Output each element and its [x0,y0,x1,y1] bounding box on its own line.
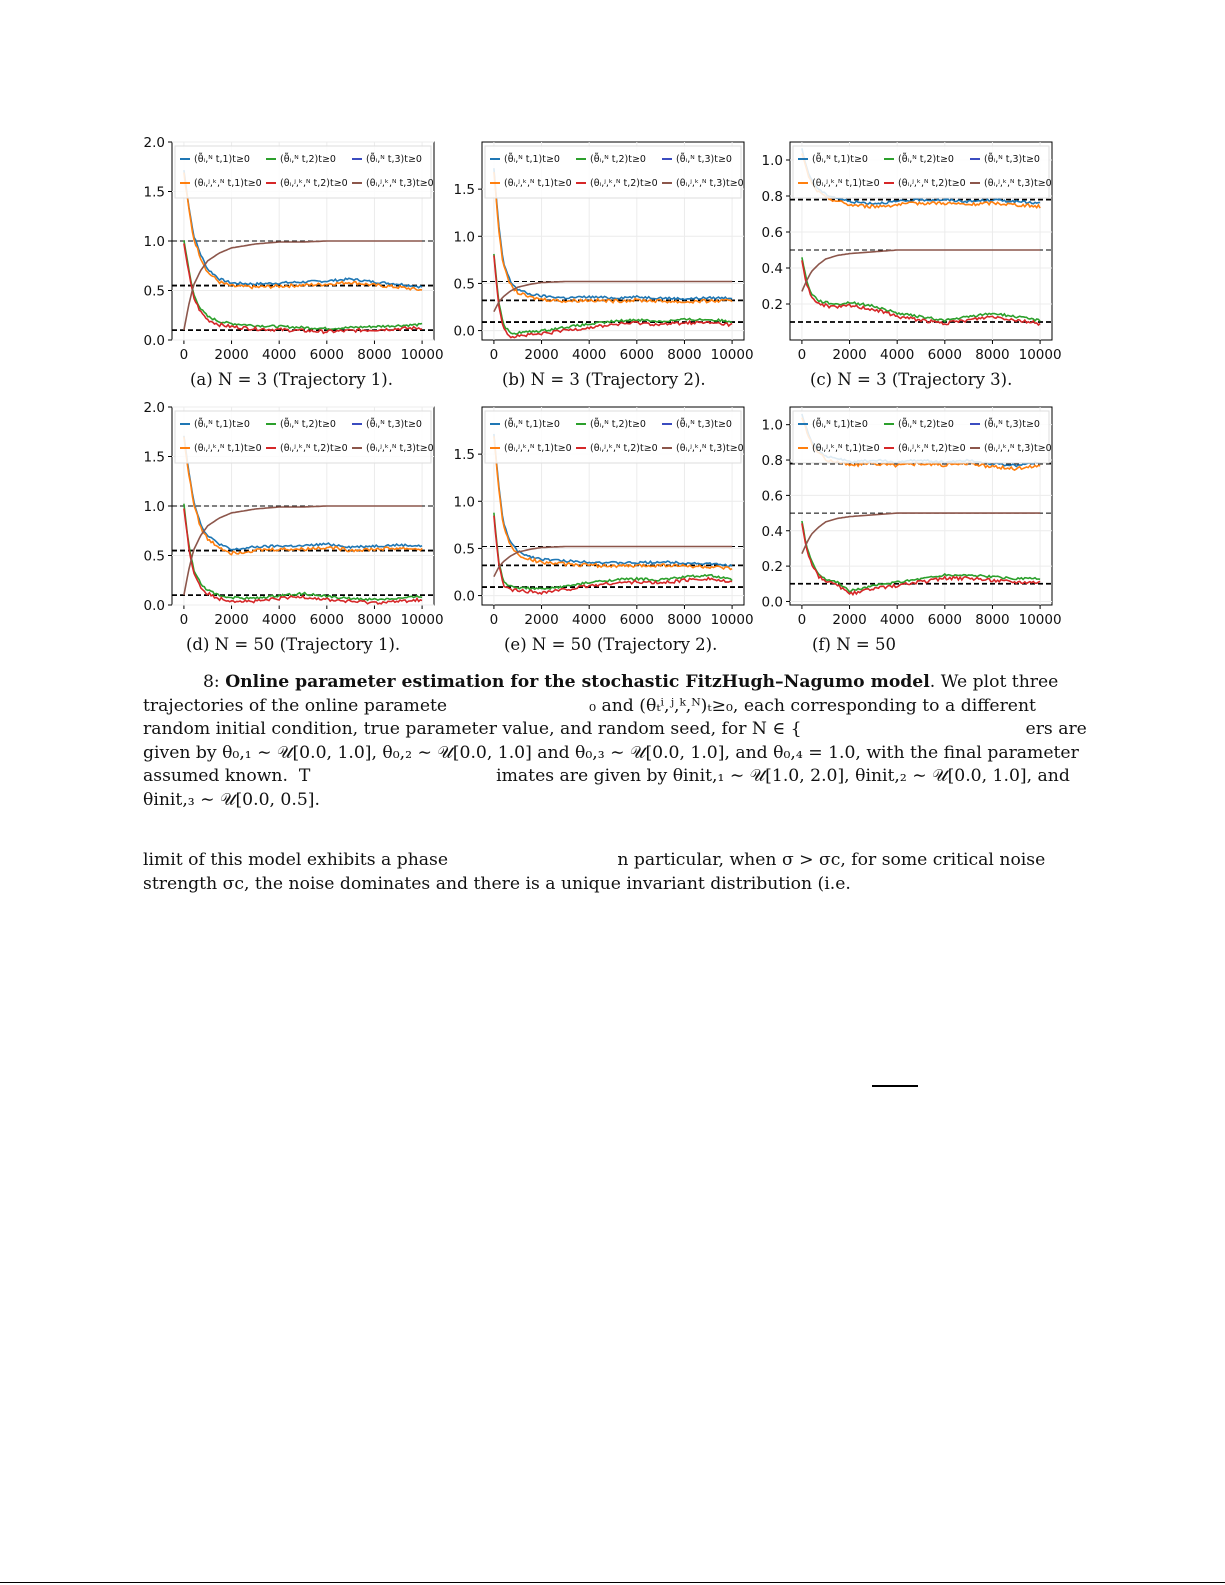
x-tick-label: 10000 [1018,347,1062,363]
y-tick-label: 0.2 [761,297,783,313]
legend-label: (θ̃ᵢ,ᴺ t,1)t≥0 [504,154,560,165]
y-tick-label: 0.0 [453,588,475,605]
y-tick-label: 1.0 [453,229,475,246]
caption-d: (d) N = 50 (Trajectory 1). [186,635,401,654]
figure-caption [143,671,1087,812]
caption-l1-tail: . We plot three [929,672,1059,692]
chart-c [758,138,1078,368]
caption-label: 8: [203,672,226,692]
legend-label: (θ̃ᵢ,ᴺ t,3)t≥0 [366,419,422,430]
legend-label: (θ̃ᵢ,ᴺ t,2)t≥0 [590,419,646,430]
caption-line-3: random initial condition, true parameter value, and random seed, for N ∈ { ers are [143,719,1087,739]
y-tick-label: 0.0 [143,598,165,614]
legend-label: (θ̃ᵢ,ᴺ t,1)t≥0 [194,419,250,430]
x-tick-label: 8000 [667,347,702,363]
y-tick-label: 0.0 [143,333,165,349]
y-tick-label: 1.0 [761,417,783,434]
body-line-1: limit of this model exhibits a phase n particular, when σ > σc, for some critical noise [143,850,1046,870]
legend-label: (θᵢ,ʲ,ᵏ,ᴺ t,1)t≥0 [812,178,880,189]
x-tick-label: 4000 [880,347,915,363]
y-tick-label: 1.5 [143,184,165,201]
legend-label: (θ̃ᵢ,ᴺ t,2)t≥0 [898,154,954,165]
x-tick-label: 0 [797,347,807,363]
x-tick-label: 2000 [832,347,867,363]
caption-line-4: given by θ₀,₁ ∼ 𝒰[0.0, 1.0], θ₀,₂ ∼ 𝒰[0.0, 1.0] and θ₀,₃ ∼ 𝒰[0.0, 1.0], and θ₀,₄ = 1.0, with the final parameter [143,742,1079,763]
caption-f: (f) N = 50 [812,635,896,654]
body-paragraph [143,849,1080,896]
panel-f [758,403,1078,673]
legend-label: (θᵢ,ʲ,ᵏ,ᴺ t,2)t≥0 [898,443,966,454]
legend-label: (θ̃ᵢ,ᴺ t,1)t≥0 [504,419,560,430]
caption-e: (e) N = 50 (Trajectory 2). [504,635,718,654]
x-tick-label: 10000 [710,612,754,628]
caption-c: (c) N = 3 (Trajectory 3). [810,370,1013,389]
caption-a: (a) N = 3 (Trajectory 1). [190,370,393,389]
panel-b [450,138,770,408]
x-tick-label: 6000 [619,347,654,363]
y-tick-label: 1.0 [761,153,783,169]
legend-label: (θᵢ,ʲ,ᵏ,ᴺ t,1)t≥0 [504,178,572,189]
y-tick-label: 2.0 [143,135,165,151]
legend-label: (θᵢ,ʲ,ᵏ,ᴺ t,3)t≥0 [676,443,744,454]
caption-title: Online parameter estimation for the stochastic FitzHugh–Nagumo model [225,672,930,692]
chart-a [140,135,460,368]
panel-d [140,400,460,673]
x-tick-label: 2000 [524,347,559,363]
legend-label: (θ̃ᵢ,ᴺ t,3)t≥0 [984,419,1040,430]
y-tick-label: 0.4 [761,523,783,540]
legend-label: (θᵢ,ʲ,ᵏ,ᴺ t,3)t≥0 [984,178,1052,189]
y-tick-label: 1.5 [143,449,165,466]
legend-label: (θᵢ,ʲ,ᵏ,ᴺ t,3)t≥0 [984,443,1052,454]
legend-label: (θᵢ,ʲ,ᵏ,ᴺ t,3)t≥0 [676,178,744,189]
x-tick-label: 6000 [309,347,344,363]
legend-label: (θᵢ,ʲ,ᵏ,ᴺ t,3)t≥0 [366,178,434,189]
legend-label: (θ̃ᵢ,ᴺ t,1)t≥0 [812,419,868,430]
legend-label: (θᵢ,ʲ,ᵏ,ᴺ t,1)t≥0 [194,178,262,189]
caption-line-5: assumed known. T imates are given by θinit,₁ ∼ 𝒰[1.0, 2.0], θinit,₂ ∼ 𝒰[0.0, 1.0], and [143,766,1070,786]
legend-label: (θ̃ᵢ,ᴺ t,2)t≥0 [898,419,954,430]
y-tick-label: 0.6 [761,225,783,241]
x-tick-label: 2000 [214,612,249,628]
x-tick-label: 6000 [927,347,962,363]
x-tick-label: 4000 [880,612,915,628]
chart-d [140,400,460,633]
y-tick-label: 0.0 [761,594,783,611]
legend-label: (θ̃ᵢ,ᴺ t,2)t≥0 [280,419,336,430]
x-tick-label: 8000 [975,612,1010,628]
y-tick-label: 2.0 [143,400,165,416]
legend-label: (θ̃ᵢ,ᴺ t,1)t≥0 [194,154,250,165]
x-tick-label: 0 [489,612,499,628]
legend-label: (θᵢ,ʲ,ᵏ,ᴺ t,2)t≥0 [590,178,658,189]
x-tick-label: 8000 [667,612,702,628]
x-tick-label: 6000 [619,612,654,628]
y-tick-label: 1.0 [143,234,165,250]
y-tick-label: 1.5 [453,182,475,199]
panel-a [140,135,460,408]
x-tick-label: 10000 [710,347,754,363]
y-tick-label: 0.5 [143,283,165,300]
y-tick-label: 0.5 [453,276,475,293]
legend-label: (θᵢ,ʲ,ᵏ,ᴺ t,2)t≥0 [280,443,348,454]
x-tick-label: 4000 [572,612,607,628]
legend-label: (θ̃ᵢ,ᴺ t,3)t≥0 [984,154,1040,165]
legend-label: (θᵢ,ʲ,ᵏ,ᴺ t,1)t≥0 [194,443,262,454]
x-tick-label: 2000 [524,612,559,628]
x-tick-label: 2000 [832,612,867,628]
chart-f [758,403,1078,633]
panel-e [450,403,770,673]
y-tick-label: 1.5 [453,447,475,464]
x-tick-label: 0 [797,612,807,628]
x-tick-label: 10000 [1018,612,1062,628]
y-tick-label: 1.0 [143,499,165,515]
x-tick-label: 8000 [357,612,392,628]
y-tick-label: 0.5 [143,548,165,565]
y-tick-label: 0.5 [453,541,475,558]
x-tick-label: 2000 [214,347,249,363]
legend-label: (θᵢ,ʲ,ᵏ,ᴺ t,3)t≥0 [366,443,434,454]
y-tick-label: 0.8 [761,453,783,470]
x-tick-label: 10000 [400,612,444,628]
legend-label: (θ̃ᵢ,ᴺ t,1)t≥0 [812,154,868,165]
x-tick-label: 10000 [400,347,444,363]
y-tick-label: 0.4 [761,261,783,277]
chart-e [450,403,770,633]
page-bottom-rule [0,1582,1225,1583]
legend-label: (θᵢ,ʲ,ᵏ,ᴺ t,1)t≥0 [812,443,880,454]
body-line-2: strength σc, the noise dominates and there is a unique invariant distribution (i.e. [143,873,851,894]
x-tick-label: 4000 [572,347,607,363]
x-tick-label: 6000 [927,612,962,628]
y-tick-label: 0.2 [761,559,783,576]
legend-label: (θ̃ᵢ,ᴺ t,3)t≥0 [366,154,422,165]
y-tick-label: 0.6 [761,488,783,505]
x-tick-label: 8000 [357,347,392,363]
footnote-rule [872,1085,918,1087]
x-tick-label: 0 [489,347,499,363]
x-tick-label: 0 [179,612,189,628]
x-tick-label: 6000 [309,612,344,628]
y-tick-label: 0.0 [453,323,475,340]
caption-b: (b) N = 3 (Trajectory 2). [502,370,706,389]
legend-label: (θ̃ᵢ,ᴺ t,2)t≥0 [590,154,646,165]
caption-line-2: trajectories of the online paramete ₀ and (θₜⁱ,ʲ,ᵏ,ᴺ)ₜ≥₀, each corresponding to a different [143,695,1036,716]
x-tick-label: 8000 [975,347,1010,363]
legend-label: (θᵢ,ʲ,ᵏ,ᴺ t,2)t≥0 [590,443,658,454]
legend-label: (θ̃ᵢ,ᴺ t,2)t≥0 [280,154,336,165]
legend-label: (θᵢ,ʲ,ᵏ,ᴺ t,2)t≥0 [280,178,348,189]
x-tick-label: 4000 [262,612,297,628]
x-tick-label: 4000 [262,347,297,363]
panel-c [758,138,1078,408]
caption-line-6: θinit,₃ ∼ 𝒰[0.0, 0.5]. [143,789,320,810]
legend-label: (θᵢ,ʲ,ᵏ,ᴺ t,2)t≥0 [898,178,966,189]
legend-label: (θ̃ᵢ,ᴺ t,3)t≥0 [676,419,732,430]
chart-b [450,138,770,368]
x-tick-label: 0 [179,347,189,363]
y-tick-label: 1.0 [453,494,475,511]
legend-label: (θᵢ,ʲ,ᵏ,ᴺ t,1)t≥0 [504,443,572,454]
y-tick-label: 0.8 [761,189,783,205]
legend-label: (θ̃ᵢ,ᴺ t,3)t≥0 [676,154,732,165]
